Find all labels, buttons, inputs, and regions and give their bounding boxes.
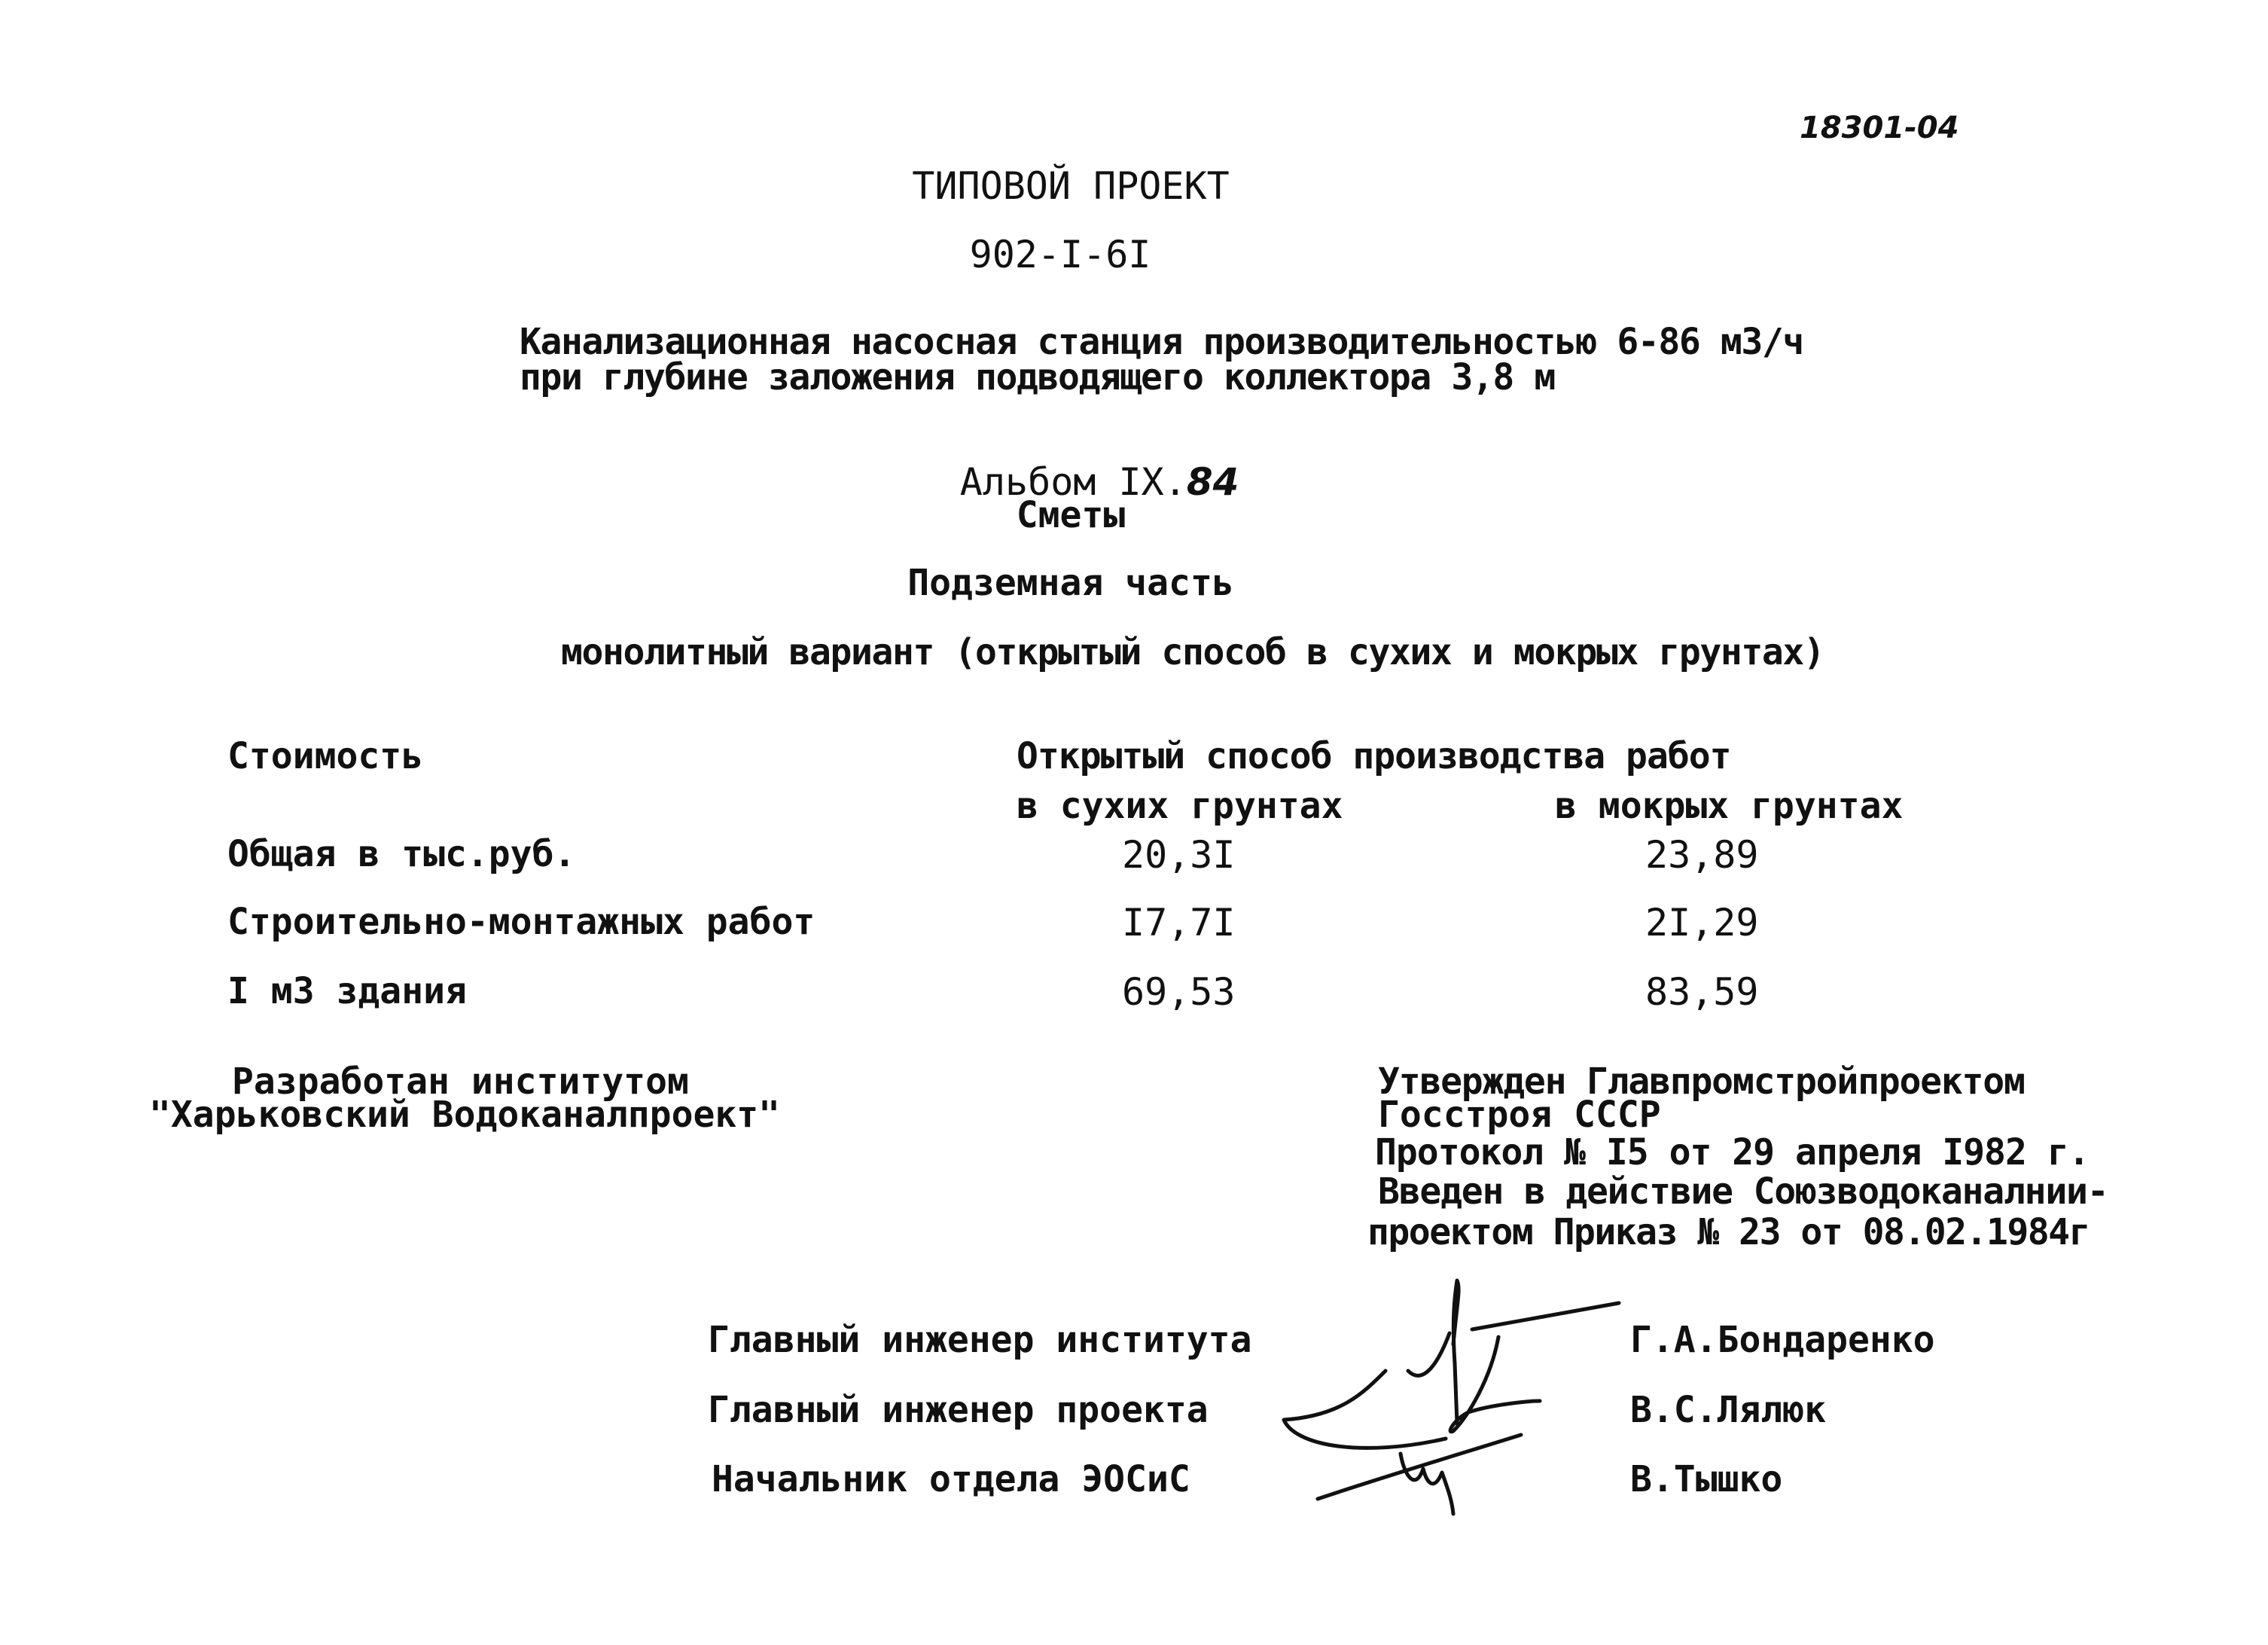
approval-line-2: Госстроя СССР [1378, 1094, 1661, 1136]
cell-wet: 23,89 [1645, 833, 1759, 877]
developer-line-2: "Харьковский Водоканалпроект" [149, 1094, 781, 1136]
series-heading: ТИПОВОЙ ПРОЕКТ [912, 164, 1230, 208]
document-number: 18301-04 [1800, 111, 1959, 145]
approval-line-3: Протокол № I5 от 29 апреля I982 г. [1375, 1131, 2090, 1173]
row-label: I м3 здания [227, 970, 467, 1012]
cell-dry: I7,7I [1122, 901, 1236, 945]
row-label: Строительно-монтажных работ [227, 901, 815, 943]
signatory-name: В.С.Лялюк [1630, 1389, 1827, 1431]
cell-dry: 69,53 [1122, 970, 1236, 1014]
signatory-name: В.Тышко [1630, 1458, 1783, 1500]
signature-stroke [1284, 1371, 1446, 1448]
project-title-line-1: Канализационная насосная станция производительностью 6-86 м3/ч [520, 321, 1803, 363]
signatory-title: Главный инженер проекта [708, 1389, 1209, 1431]
column-header-wet: в мокрых грунтах [1555, 785, 1904, 827]
album-suffix: 84 [1186, 460, 1239, 504]
approval-line-1: Утвержден Главпромстройпроектом [1378, 1061, 2025, 1103]
row-label: Общая в тыс.руб. [227, 833, 576, 875]
album-line [915, 426, 1239, 504]
approval-line-5: проектом Приказ № 23 от 08.02.1984г [1367, 1211, 2090, 1253]
signatory-title: Главный инженер института [708, 1319, 1252, 1361]
signature-scribble [1273, 1273, 1626, 1529]
signatory-name: Г.А.Бондаренко [1630, 1319, 1935, 1361]
signature-stroke [1472, 1303, 1619, 1329]
signature-stroke [1453, 1280, 1459, 1424]
signature-stroke [1450, 1337, 1540, 1432]
column-header-dry: в сухих грунтах [1017, 785, 1343, 827]
approval-line-4: Введен в действие Союзводоканалнии- [1378, 1170, 2108, 1213]
album-label: Альбом IX. [959, 460, 1187, 504]
variant-title: монолитный вариант (открытый способ в сухих и мокрых грунтах) [561, 631, 1824, 673]
signature-stroke [1408, 1333, 1450, 1375]
method-header: Открытый способ производства работ [1017, 735, 1731, 777]
project-code: 902-I-6I [969, 233, 1151, 276]
cell-dry: 20,3I [1122, 833, 1236, 877]
cell-wet: 83,59 [1645, 970, 1759, 1014]
developer-line-1: Разработан институтом [232, 1061, 689, 1103]
cost-header-label: Стоимость [227, 735, 424, 777]
signatory-title: Начальник отдела ЭОСиС [712, 1458, 1190, 1500]
project-title-line-2: при глубине заложения подводящего коллектора 3,8 м [520, 356, 1555, 398]
section-title: Сметы [1016, 494, 1126, 536]
cell-wet: 2I,29 [1645, 901, 1759, 945]
part-title: Подземная часть [907, 562, 1234, 604]
